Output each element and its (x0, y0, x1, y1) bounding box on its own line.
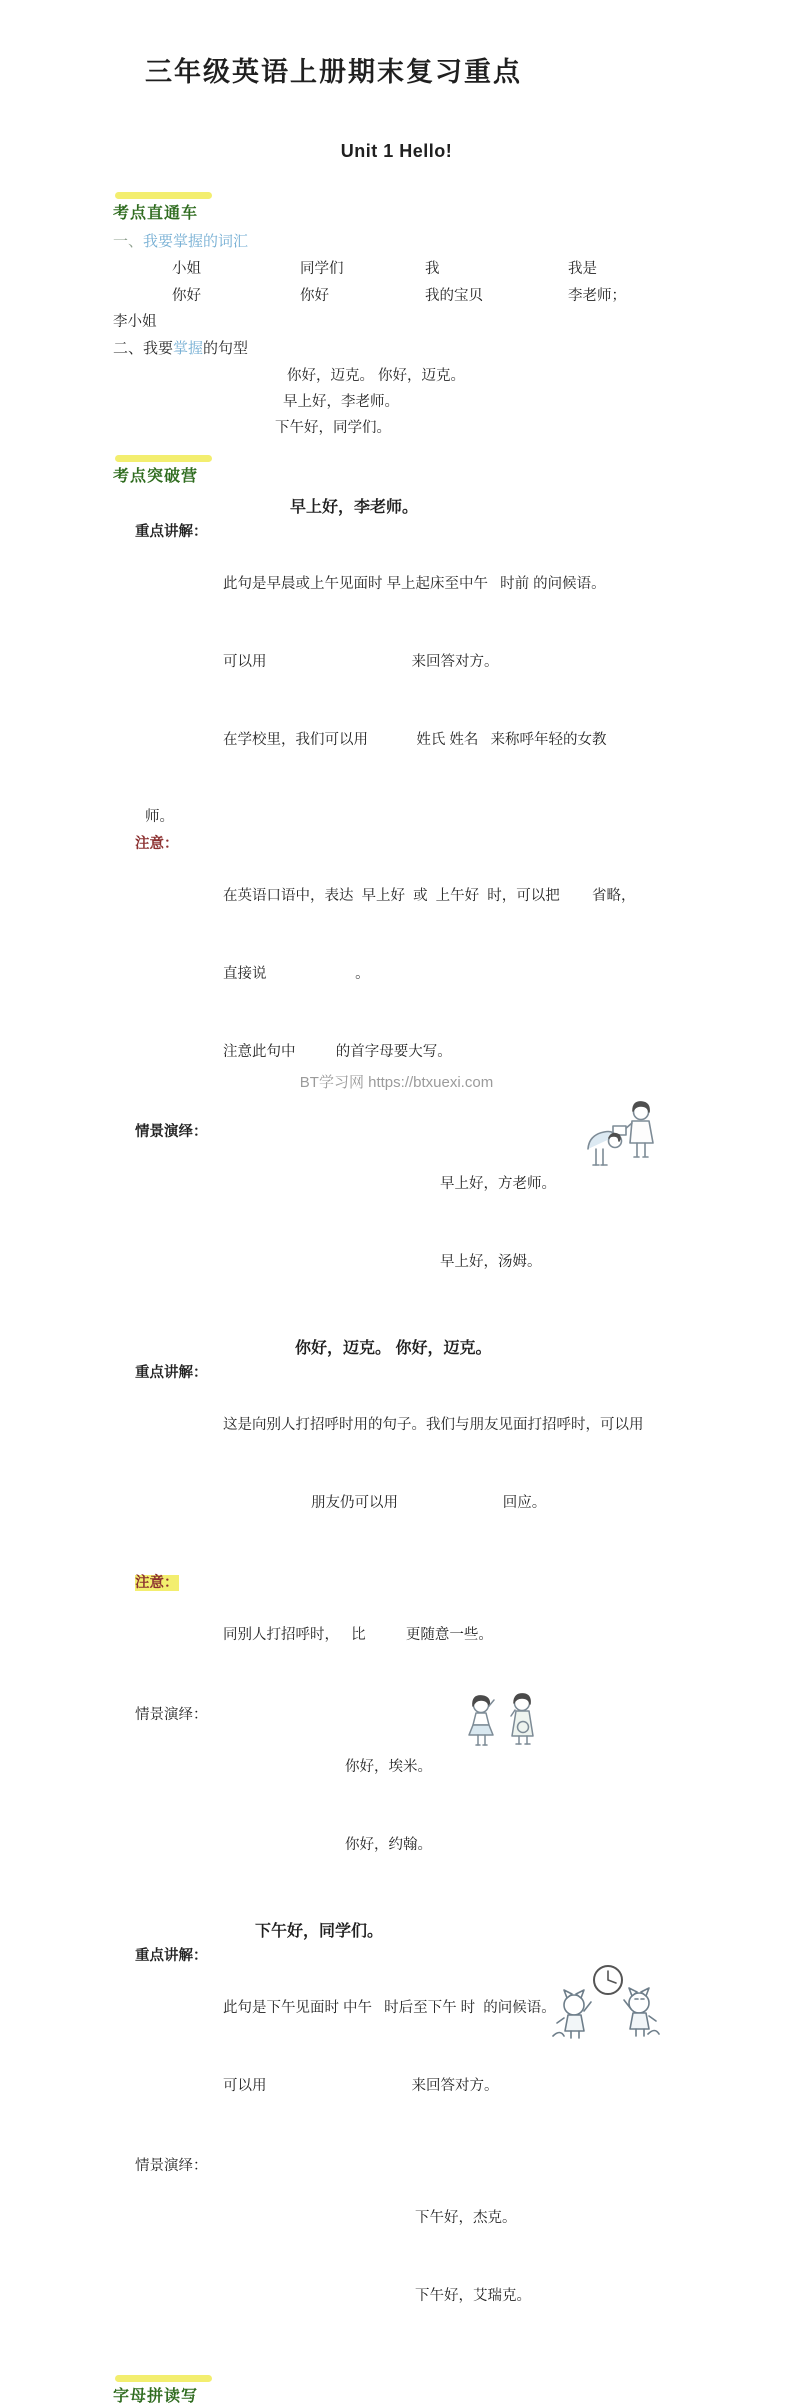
key-explanation-row (135, 1943, 793, 2151)
scene-dialogue (440, 1119, 556, 1327)
notice-line: 同别人打招呼时， 比 更随意一些。 (223, 1627, 493, 1643)
sentence-heading-suffix: 的句型 (203, 340, 249, 357)
section-header-exam-points-express (113, 192, 793, 223)
key-explanation-content (223, 1943, 556, 2151)
scene-dialogue-row (135, 1702, 793, 1910)
section-header-letter-spelling (113, 2375, 793, 2406)
dialogue-line: 你好，埃米。 (345, 1759, 432, 1775)
vocab-cell-overflow: 李小姐 (113, 314, 157, 330)
notice-label: 注意： (135, 836, 179, 852)
notice-label (135, 1570, 223, 1700)
key-explanation-content (223, 1360, 644, 1568)
dialogue-line: 你好，约翰。 (345, 1837, 432, 1853)
scene-dialogue (345, 1702, 432, 1910)
scene-dialogue-row (135, 1119, 793, 1327)
list-number: 一、 (113, 233, 144, 250)
dialogue-line: 下午好，杰克。 (415, 2210, 517, 2226)
vocab-table (172, 256, 793, 310)
explanation-line: 可以用 来回答对方。 (223, 654, 499, 670)
yellow-highlight-bar (115, 192, 212, 199)
scene-label: 情景演绎： (135, 1124, 208, 1140)
key-explanation-label: 重点讲解： (135, 1365, 208, 1381)
key-sentence-heading: 你好，迈克。 你好，迈克。 (295, 1340, 492, 1357)
vocab-cell: 我的宝贝 (425, 288, 483, 304)
explanation-line: 这是向别人打招呼时用的句子。我们与朋友见面打招呼时，可以用 (223, 1417, 644, 1433)
vocab-cell: 我是 (568, 261, 597, 277)
unit-title: Unit 1 Hello! (340, 141, 453, 161)
notice-line: 直接说 。 (223, 966, 370, 982)
key-explanation-label: 重点讲解： (135, 1948, 208, 1964)
dialogue-line: 早上好，汤姆。 (440, 1254, 542, 1270)
scene-dialogue (415, 2153, 531, 2361)
key-explanation-content (223, 519, 606, 805)
scene-label: 情景演绎： (135, 2158, 208, 2174)
vocab-cell: 你好 (172, 288, 201, 304)
vocab-cell: 我 (425, 261, 440, 277)
dialogue-line: 早上好，方老师。 (440, 1176, 556, 1192)
key-sentence-heading: 早上好，李老师。 (290, 499, 419, 516)
sentence-heading (113, 337, 793, 358)
scene-dialogue-row (135, 2153, 793, 2361)
explanation-line: 在学校里，我们可以用 姓氏 姓名 来称呼年轻的女教 (223, 732, 607, 748)
sentence-item: 你好，迈克。 你好，迈克。 (287, 368, 466, 384)
key-explanation-label: 重点讲解： (135, 524, 208, 540)
dialogue-line: 下午好，艾瑞克。 (415, 2288, 531, 2304)
key-explanation-row (135, 1360, 793, 1568)
student-bowing-to-teacher-illustration (570, 1095, 670, 1181)
section-header-exam-points-breakthrough (113, 455, 793, 486)
section-header-text: 考点突破营 (113, 468, 199, 485)
explanation-line: 朋友仍可以用 回应。 (311, 1495, 547, 1511)
explanation-line-wrap: 师。 (145, 809, 174, 825)
section-header-text: 考点直通车 (113, 205, 199, 222)
vocab-cell: 同学们 (300, 261, 344, 277)
scene-label: 情景演绎： (135, 1707, 208, 1723)
sentence-item: 早上好，李老师。 (283, 394, 399, 410)
key-explanation-row (135, 519, 793, 805)
vocab-cell: 你好 (300, 288, 329, 304)
cats-greeting-with-clock-illustration (548, 1958, 666, 2046)
two-children-greeting-illustration (456, 1690, 551, 1766)
explanation-line: 此句是下午见面时 中午 时后至下午 时 的问候语。 (223, 2000, 556, 2016)
page-title: 三年级英语上册期末复习重点 (145, 57, 522, 87)
sentence-list (275, 363, 793, 441)
vocab-heading-text: 我要掌握的词汇 (143, 233, 249, 250)
notice-content (223, 1570, 493, 1700)
vocab-cell: 小姐 (172, 261, 201, 277)
sentence-heading-prefix: 二、我要 (113, 340, 174, 357)
key-sentence-heading: 下午好，同学们。 (255, 1923, 384, 1940)
section-header-text: 字母拼读写 (113, 2388, 199, 2405)
explanation-line: 此句是早晨或上午见面时 早上起床至中午 时前 的问候语。 (223, 576, 606, 592)
vocab-heading (113, 230, 793, 251)
yellow-highlight-bar (115, 2375, 212, 2382)
notice-row (135, 1570, 793, 1700)
yellow-highlight-bar (115, 455, 212, 462)
sentence-heading-highlight: 掌握 (173, 340, 204, 357)
notice-line: 注意此句中 的首字母要大写。 (223, 1044, 452, 1060)
watermark-footer: BT学习网 https://btxuexi.com (299, 1074, 494, 1091)
afternoon-block (0, 1918, 793, 2361)
notice-label-highlight: 注意： (135, 1575, 179, 1591)
sentence-item: 下午好，同学们。 (275, 420, 391, 436)
explanation-line: 可以用 来回答对方。 (223, 2078, 499, 2094)
vocab-cell: 李老师； (568, 288, 626, 304)
notice-line: 在英语口语中，表达 早上好 或 上午好 时，可以把 省略， (223, 888, 636, 904)
